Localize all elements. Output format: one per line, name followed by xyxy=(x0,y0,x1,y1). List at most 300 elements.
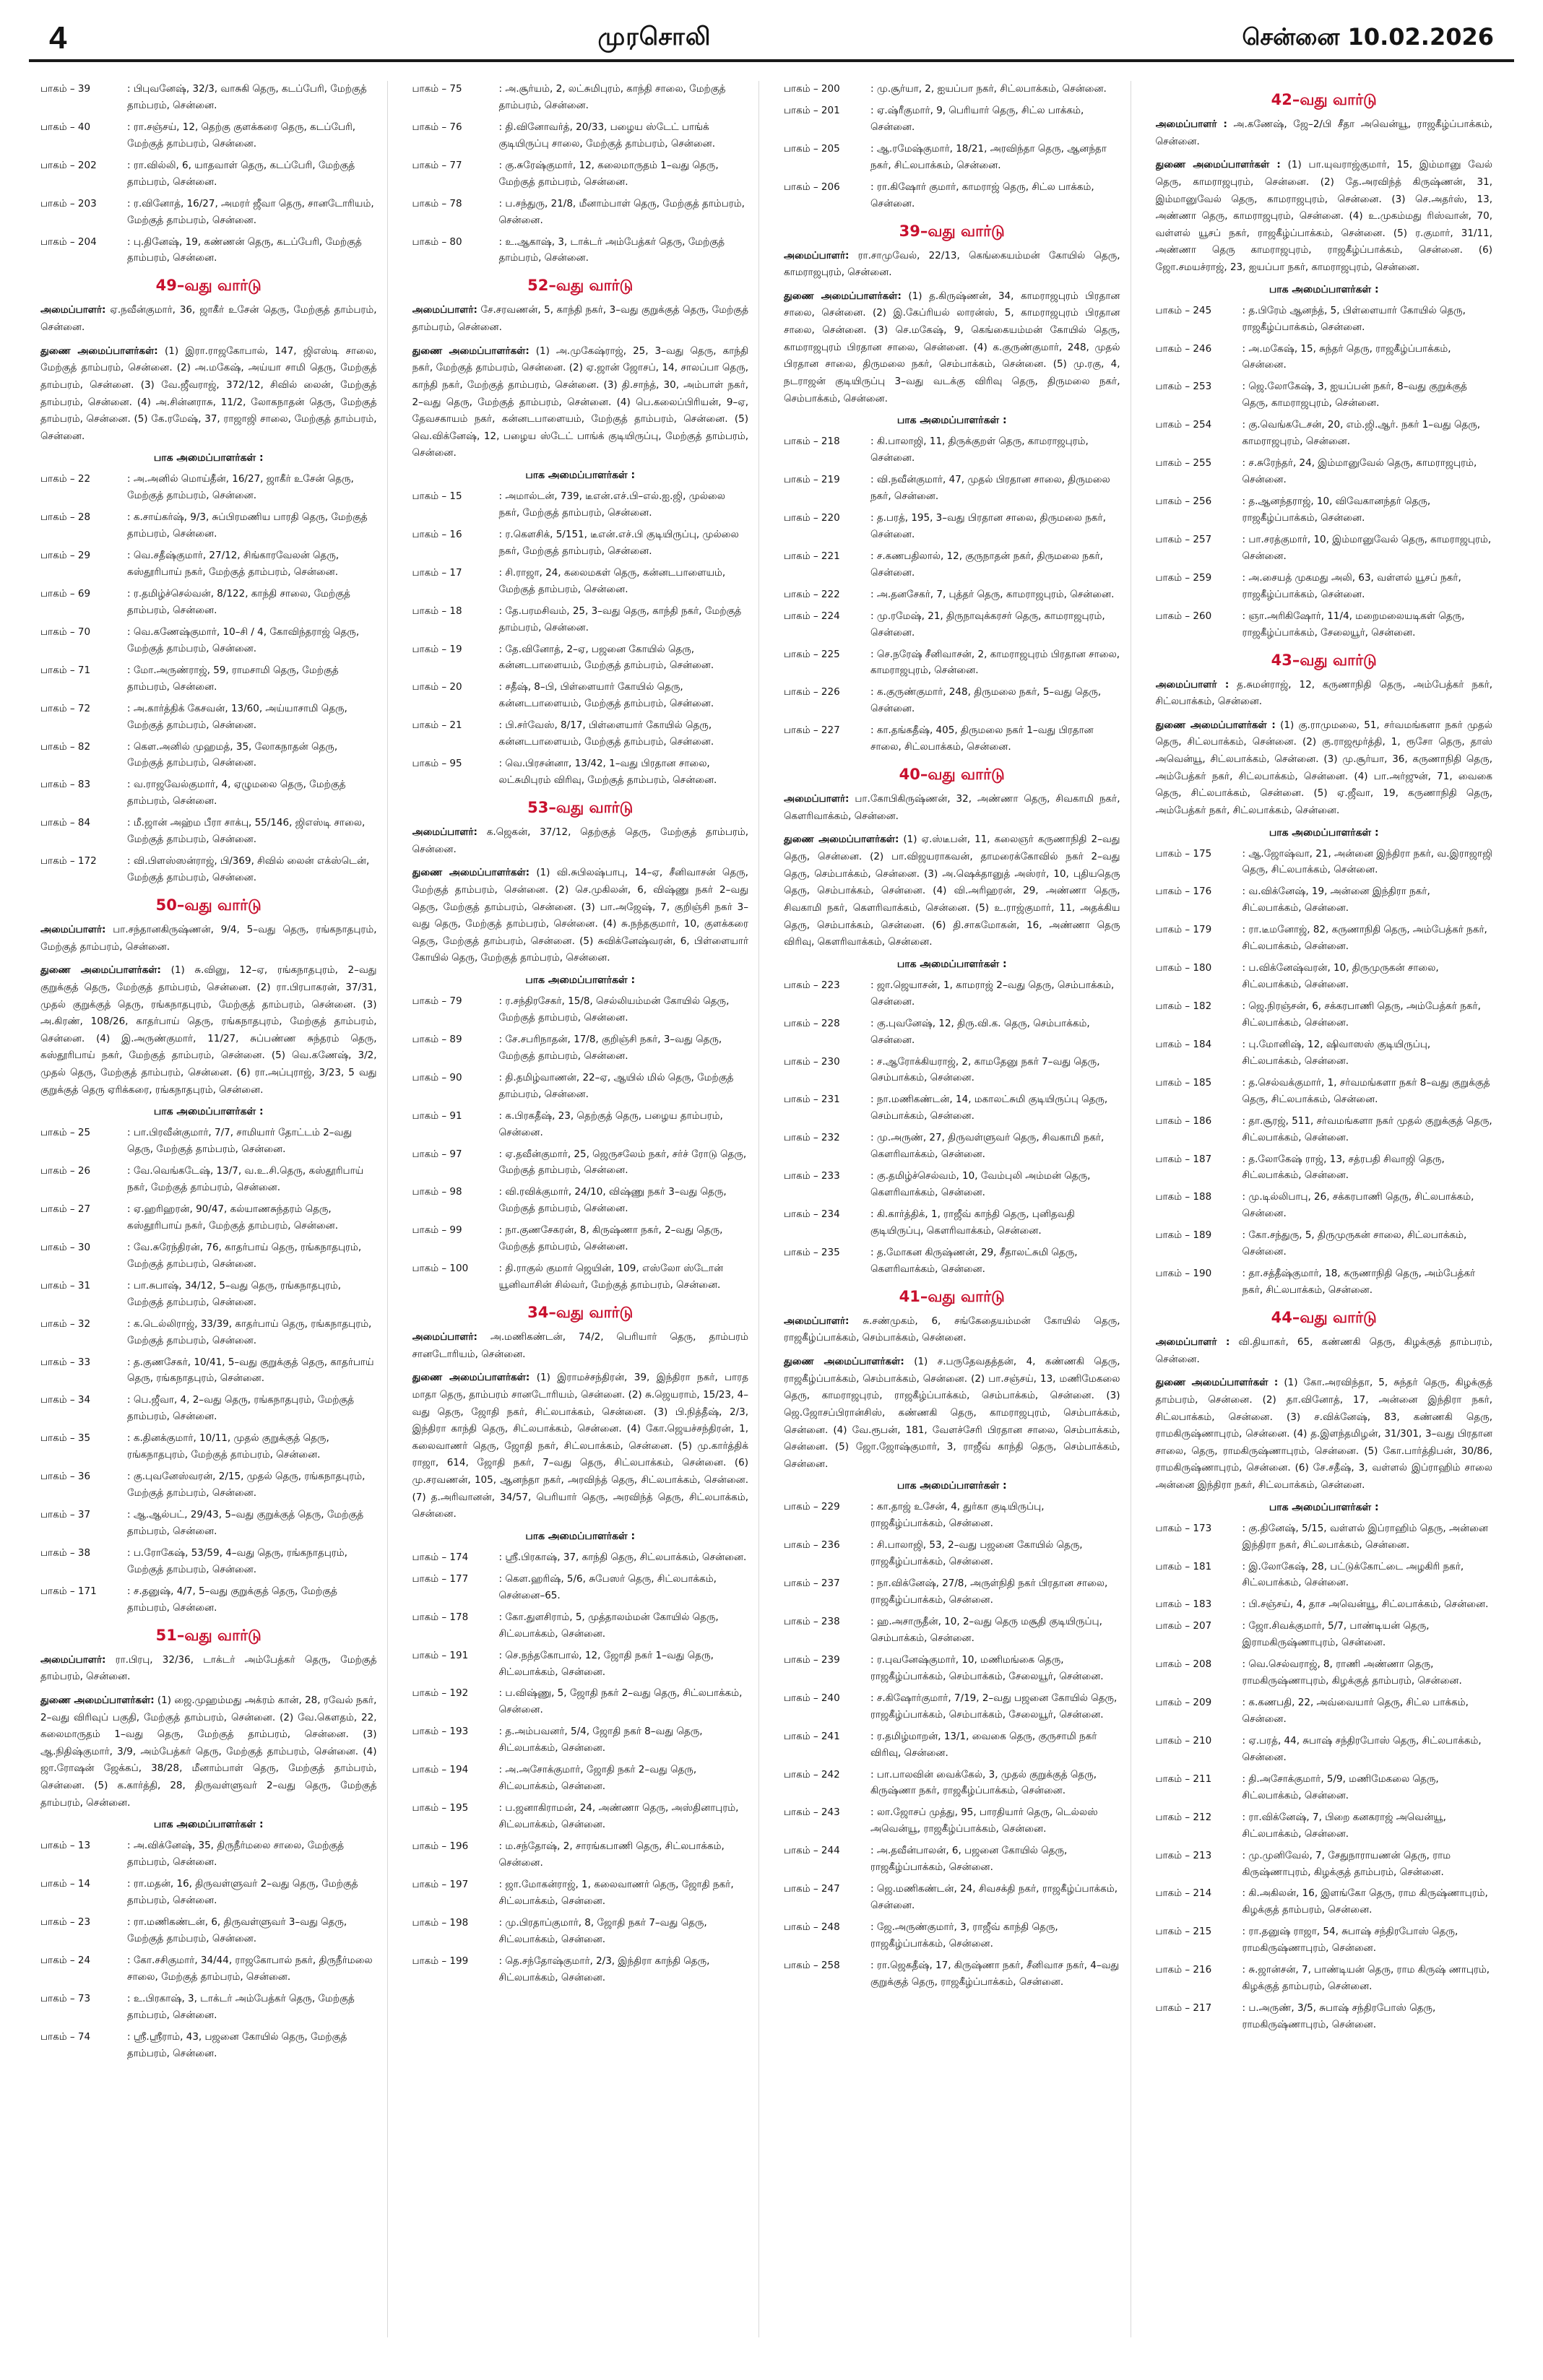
booth-entry xyxy=(412,1953,749,1986)
booth-organiser-details: : அ.கார்த்திக் கேசவன், 13/60, அய்யாசாமி தெரு, மேற்குத் தாம்பரம், சென்னை. xyxy=(127,702,347,731)
booth-entry xyxy=(784,179,1120,212)
booth-organiser-details: : ரா.சஞ்சய், 12, தெற்கு குளக்கரை தெரு, கடப்பேரி, மேற்குத் தாம்பரம், சென்னை. xyxy=(127,121,356,150)
booth-number: பாகம் – 213 xyxy=(1155,1849,1212,1861)
organiser-role-label: அமைப்பாளர்: xyxy=(40,304,106,316)
booth-entry xyxy=(40,1583,377,1617)
booth-number: பாகம் – 203 xyxy=(40,197,97,209)
booth-entry xyxy=(412,1571,749,1604)
booth-entry xyxy=(40,1201,377,1234)
booth-entry xyxy=(784,1499,1120,1532)
booth-number: பாகம் – 199 xyxy=(412,1955,469,1967)
booth-organiser-details: : ர.வினோத், 16/27, அமரர் ஜீவா தெரு, சானடோரியம், மேற்குத் தாம்பரம், சென்னை. xyxy=(127,197,374,226)
booth-entry xyxy=(40,2029,377,2062)
booth-organiser-details: : மு.ரமேஷ், 21, திருநாவுக்கரசர் தெரு, காமராஜபுரம், சென்னை. xyxy=(870,610,1105,639)
organiser-role-label: துணை அமைப்பாளர்கள்: xyxy=(412,1372,530,1384)
booth-organiser-details: : வி.பிளஸ்ஸன்ராஜ், பி/369, சிவில் லைன் எக்ஸ்டென், மேற்குத் தாம்பரம், சென்னை. xyxy=(127,855,370,884)
booth-number: பாகம் – 22 xyxy=(40,473,91,485)
organiser-paragraph xyxy=(412,1369,749,1523)
booth-entry xyxy=(1156,455,1493,488)
booth-entry xyxy=(784,1804,1120,1838)
booth-entry xyxy=(40,1507,377,1540)
booth-organiser-details: : ஞா.அரிகிஷோர், 11/4, மறைமலையடிகள் தெரு, ராஜகீழ்ப்பாக்கம், சேலையூர், சென்னை. xyxy=(1242,610,1465,639)
booth-number: பாகம் – 240 xyxy=(784,1692,840,1704)
booth-number: பாகம் – 176 xyxy=(1155,886,1212,898)
booth-number: பாகம் – 224 xyxy=(784,610,840,622)
booth-organiser-details: : த.லோகேஷ் ராஜ், 13, சத்ரபதி சிவாஜி தெரு, சிட்லபாக்கம், சென்னை. xyxy=(1242,1153,1445,1182)
booth-entry xyxy=(1156,1962,1493,1995)
organiser-role-label: துணை அமைப்பாளர்கள் : xyxy=(1155,1377,1279,1389)
booth-organiser-details: : அ.சையத் முகமது அலி, 63, வள்ளல் யூசப் நகர், ராஜகீழ்ப்பாக்கம், சென்னை. xyxy=(1242,571,1461,600)
booth-number: பாகம் – 31 xyxy=(40,1279,91,1291)
booth-entry xyxy=(784,1614,1120,1647)
organiser-paragraph xyxy=(412,865,749,967)
booth-entry xyxy=(40,1876,377,1909)
booth-organiser-details: : மீ.ஜான் அஹ்ம பீரா சாக்பு, 55/146, ஜிஎஸ்டி சாலை, மேற்குத் தாம்பரம், சென்னை. xyxy=(127,817,366,846)
booth-number: பாகம் – 98 xyxy=(412,1186,462,1198)
booth-organiser-details: : ப.விஷ்ணு, 5, ஜோதி நகர் 2–வது தெரு, சிட்லபாக்கம், சென்னை. xyxy=(498,1687,743,1716)
booth-organiser-details: : வே.வெங்கடேஷ், 13/7, வ.உ.சி.தெரு, கஸ்தூரிபாய் நகர், மேற்குத் தாம்பரம், சென்னை. xyxy=(127,1165,364,1194)
booth-organiser-details: : க.பிரகதீஷ், 23, தெற்குத் தெரு, பழைய தாம்பரம், சென்னை. xyxy=(498,1109,723,1138)
organiser-paragraph xyxy=(412,824,749,858)
booth-entry xyxy=(412,1800,749,1833)
booth-organiser-details: : மு.சூர்யா, 2, ஐயப்பா நகர், சிட்லபாக்கம், சென்னை. xyxy=(870,83,1107,95)
booth-organiser-details: : மு.முனிவேல், 7, சேதுநாராயணன் தெரு, ராம கிருஷ்ணாபுரம், கிழக்குத் தாம்பரம், சென்னை. xyxy=(1242,1849,1451,1878)
booth-entry xyxy=(1156,1848,1493,1881)
booth-entry xyxy=(40,1125,377,1158)
booth-number: பாகம் – 217 xyxy=(1155,2002,1212,2015)
booth-number: பாகம் – 82 xyxy=(40,740,91,753)
booth-organisers-heading: பாக அமைப்பாளர்கள் : xyxy=(896,1480,1007,1492)
booth-organiser-details: : ஜா.மோகன்ராஜ், 1, கலைவாணர் தெரு, ஜோதி நகர், சிட்லபாக்கம், சென்னை. xyxy=(498,1878,734,1907)
booth-organisers-heading: பாக அமைப்பாளர்கள் : xyxy=(1268,283,1379,295)
booth-organiser-details: : ஆ.ஜோஷ்வா, 21, அன்னை இந்திரா நகர், வ.இராஜாஜி தெரு, சிட்லபாக்கம், சென்னை. xyxy=(1242,847,1492,876)
booth-entry xyxy=(784,1245,1120,1278)
booth-organiser-details: : இ.லோகேஷ், 28, பட்டுக்கோட்டை அழகிரி நகர், சிட்லபாக்கம், சென்னை. xyxy=(1242,1560,1464,1589)
booth-entry xyxy=(412,81,749,114)
booth-number: பாகம் – 40 xyxy=(40,121,91,133)
booth-number: பாகம் – 234 xyxy=(784,1208,840,1220)
booth-entry xyxy=(1156,493,1493,527)
booth-organiser-details: : லா.ஜோசப் முத்து, 95, பாரதியார் தெரு, டெல்லஸ் அவென்யூ, ராஜகீழ்ப்பாக்கம், சென்னை. xyxy=(870,1806,1098,1835)
organiser-role-label: துணை அமைப்பாளர்கள்: xyxy=(784,834,899,846)
organiser-details: த.சுமன்ராஜ், 12, கருணாநிதி தெரு, அம்பேத்கர் நகர், சிட்லபாக்கம், சென்னை. xyxy=(1155,678,1492,708)
booth-number: பாகம் – 227 xyxy=(784,724,840,737)
booth-entry xyxy=(412,157,749,191)
booth-entry xyxy=(412,527,749,560)
booth-organiser-details: : செ.நரேஷ் சீனிவாசன், 2, காமராஜபுரம் பிரதான சாலை, காமராஜபுரம், சென்னை. xyxy=(870,648,1120,677)
booth-organiser-details: : ஜோ.சிவக்குமார், 5/7, பாண்டியன் தெரு, இராமகிருஷ்ணாபுரம், சென்னை. xyxy=(1242,1620,1430,1649)
booth-number: பாகம் – 84 xyxy=(40,817,91,829)
booth-organiser-details: : பி.சஞ்சய், 4, தாச அவென்யூ, சிட்லபாக்கம், சென்னை. xyxy=(1242,1598,1489,1611)
booth-entry xyxy=(40,509,377,542)
booth-organiser-details: : பா.பிரவீன்குமார், 7/7, சாமியார் தோட்டம் 2–வது தெரு, மேற்குத் தாம்பரம், சென்னை. xyxy=(127,1127,353,1156)
booth-number: பாகம் – 214 xyxy=(1155,1887,1212,1900)
organiser-details: (1) ஜை.முஹம்மது அக்ரம் கான், 28, ரவேல் நகர், 2–வது விரிவுப் பகுதி, மேற்குத் தாம்பரம், சென்னை. (2) வே.கௌதம், 22, கலைமாருதம் 1–வது தெரு, மேற்குத் தாம்பரம், சென்னை. (3) ஆ.நிதிஷ்குமார், 3/9, அம்பேத்கர் தெரு, மேற்குத் தாம்பரம், சென்னை. (4) ஜா.ரோஷன் ஜேக்கப், 38/28, மீனாம்பாள் தெரு, மேற்குத் தாம்பரம், சென்னை. (5) க.கார்த்தி, 28, திருவள்ளுவர் 2–வது தெரு, மேற்குத் தாம்பரம், சென்னை. xyxy=(40,1694,377,1809)
booth-number: பாகம் – 179 xyxy=(1155,924,1212,936)
booth-entry xyxy=(1156,532,1493,565)
booth-entry xyxy=(412,993,749,1026)
booth-entry xyxy=(40,1278,377,1311)
booth-entry xyxy=(1156,1559,1493,1592)
booth-organiser-details: : பு.தினேஷ், 19, கண்ணன் தெரு, கடப்பேரி, மேற்குத் தாம்பரம், சென்னை. xyxy=(127,235,362,264)
booth-number: பாகம் – 232 xyxy=(784,1132,840,1144)
booth-number: பாகம் – 247 xyxy=(784,1883,840,1895)
organiser-role-label: துணை அமைப்பாளர்கள்: xyxy=(784,1356,904,1367)
booth-entry xyxy=(412,488,749,522)
booth-entry xyxy=(412,1260,749,1294)
booth-organisers-heading: பாக அமைப்பாளர்கள் : xyxy=(525,1530,636,1542)
booth-number: பாகம் – 75 xyxy=(412,83,462,95)
organiser-paragraph xyxy=(784,1354,1120,1473)
booth-number: பாகம் – 185 xyxy=(1155,1076,1212,1089)
booth-entry xyxy=(784,141,1120,174)
organiser-role-label: அமைப்பாளர்: xyxy=(40,1653,106,1666)
booth-number: பாகம் – 193 xyxy=(412,1726,469,1738)
booth-number: பாகம் – 32 xyxy=(40,1317,91,1330)
booth-organiser-details: : கோ.சந்துரு, 5, திருமுருகன் சாலை, சிட்லபாக்கம், சென்னை. xyxy=(1242,1229,1467,1258)
booth-organiser-details: : கோ.துளசிராம், 5, முத்தாலம்மன் கோயில் தெரு, சிட்லபாக்கம், சென்னை. xyxy=(498,1611,719,1640)
ward-heading: 43–வது வார்டு xyxy=(1271,651,1377,669)
booth-organiser-details: : சே.சபரிநாதன், 17/8, குறிஞ்சி நகர், 3–வது தெரு, மேற்குத் தாம்பரம், சென்னை. xyxy=(498,1033,722,1062)
organiser-details: (1) இராமச்சந்திரன், 39, இந்திரா நகர், பாரத மாதா தெரு, தாம்பரம் சானடோரியம், சென்னை. (2) சு.ஜெயராம், 15/23, 4–வது தெரு, ஜோதி நகர், சிட்லபாக்கம், சென்னை. (3) பி.நித்தீஷ், 2/3, இந்திரா காந்தி தெரு, சிட்லபாக்கம், சென்னை. (4) கோ.ஜெயச்சந்திரன், 1, கலைவாணர் தெரு, ஜோதி நகர், சிட்லபாக்கம், சென்னை. (5) மு.கார்த்திக் ராஜா, 614, ஜோதி நகர், 7–வது தெரு, சிட்லபாக்கம், சென்னை. (6) மு.சரவணன், 105, ஆனந்தா நகர், அரவிந்த் தெரு, சிட்லபாக்கம், சென்னை. (7) த.அரிவானன், 34/57, பெரியார் தெரு, அரவிந்த் தெரு, சிட்லபாக்கம், சென்னை. xyxy=(412,1372,748,1520)
booth-entry xyxy=(412,1915,749,1948)
booth-number: பாகம் – 29 xyxy=(40,550,91,562)
booth-number: பாகம் – 182 xyxy=(1155,1000,1212,1012)
organiser-role-label: அமைப்பாளர்: xyxy=(784,249,850,261)
booth-number: பாகம் – 83 xyxy=(40,779,91,791)
booth-number: பாகம் – 189 xyxy=(1155,1229,1212,1242)
booth-entry xyxy=(412,1184,749,1217)
booth-entry xyxy=(784,1881,1120,1914)
booth-organiser-details: : த.மோகன கிருஷ்ணன், 29, சீதாலட்சுமி தெரு, கௌரிவாக்கம், சென்னை. xyxy=(870,1246,1078,1275)
organiser-details: (1) கு.ராமுமலை, 51, சர்வமங்களா நகர் முதல் தெரு, சிட்லபாக்கம், சென்னை. (2) கு.ராஜமூர்த்தி, 1, ரூசோ தெரு, தாஸ் அவென்யூ, சிட்லபாக்கம், சென்னை. (3) மு.சூர்யா, 36, கருணாநிதி தெரு, அம்பேத்கர் நகர், சிட்லபாக்கம், சென்னை. (4) பா.அர்ஜுன், 71, வைகை தெரு, சிட்லபாக்கம், சென்னை. (5) ஏ.ஜீவா, 19, கருணாநிதி தெரு, அம்பேத்கர் நகர், சிட்லபாக்கம், சென்னை. xyxy=(1155,719,1492,816)
organiser-details: ரா.பிரபு, 32/36, டாக்டர் அம்பேத்கர் தெரு, மேற்குத் தாம்பரம், சென்னை. xyxy=(40,1653,377,1683)
booth-organiser-details: : பி.சர்வேஸ், 8/17, பிள்ளையார் கோயில் தெரு, கன்னடபாளையம், மேற்குத் தாம்பரம், சென்னை. xyxy=(498,719,714,748)
booth-organiser-details: : அ.சூர்யம், 2, லட்சுமிபுரம், காந்தி சாலை, மேற்குத் தாம்பரம், சென்னை. xyxy=(498,83,726,111)
booth-organiser-details: : ர.சந்திரசேகர், 15/8, செல்லியம்மன் கோயில் தெரு, மேற்குத் தாம்பரம், சென்னை. xyxy=(498,995,730,1024)
booth-organiser-details: : கு.தமிழ்ச்செல்வம், 10, வேம்புலி அம்மன் தெரு, கௌரிவாக்கம், சென்னை. xyxy=(870,1170,1091,1199)
organiser-paragraph xyxy=(40,962,377,1099)
organiser-paragraph xyxy=(40,343,377,446)
booth-number: பாகம் – 225 xyxy=(784,648,840,660)
booth-organiser-details: : தெ.சந்தோஷ்குமார், 2/3, இந்திரா காந்தி தெரு, சிட்லபாக்கம், சென்னை. xyxy=(498,1955,710,1983)
booth-number: பாகம் – 237 xyxy=(784,1578,840,1590)
organiser-paragraph xyxy=(1156,157,1493,276)
booth-number: பாகம் – 21 xyxy=(412,719,462,732)
booth-number: பாகம் – 34 xyxy=(40,1394,91,1406)
organiser-details: (1) அ.முகேஷ்ராஜ், 25, 3–வது தெரு, காந்தி நகர், மேற்குத் தாம்பரம், சென்னை. (2) ஏ.ஜான் ஜோசப், 14, சாலப்பா தெரு, காந்தி நகர், மேற்குத் தாம்பரம், சென்னை. (3) தி.சாந்த், 30, அம்பாள் நகர், 2–வது தெரு, மேற்குத் தாம்பரம், சென்னை. (4) பெ.கலைப்பிரியன், 9–ஏ, தேவசகாயம் நகர், கன்னடபாளையம், மேற்குத் தாம்பரம், சென்னை. (5) வெ.விக்னேஷ், 12, பழைய ஸ்டேட் பாங்க் குடியிருப்பு, மேற்குத் தாம்பரம், சென்னை. xyxy=(412,345,748,459)
booth-entry xyxy=(784,1767,1120,1800)
booth-entry xyxy=(784,1919,1120,1952)
ward-heading: 41–வது வார்டு xyxy=(899,1287,1005,1305)
booth-number: பாகம் – 245 xyxy=(1155,304,1212,316)
booth-entry xyxy=(1156,1618,1493,1651)
booth-number: பாகம் – 173 xyxy=(1155,1522,1212,1534)
organiser-paragraph xyxy=(784,1313,1120,1347)
booth-organiser-details: : வி.ரவிக்குமார், 24/10, விஷ்ணு நகர் 3–வது தெரு, மேற்குத் தாம்பரம், சென்னை. xyxy=(498,1186,727,1215)
booth-organiser-details: : ஜெ.நிரஞ்சன், 6, சக்கரபாணி தெரு, அம்பேத்கர் நகர், சிட்லபாக்கம், சென்னை. xyxy=(1242,1000,1481,1029)
booth-entry xyxy=(1156,417,1493,450)
booth-entry xyxy=(40,196,377,229)
booth-number: பாகம் – 97 xyxy=(412,1148,462,1160)
organiser-details: ஏ.நவீன்குமார், 36, ஜாகீர் உசேன் தெரு, மேற்குத் தாம்பரம், சென்னை. xyxy=(40,304,377,333)
booth-number: பாகம் – 238 xyxy=(784,1616,840,1627)
booth-organiser-details: : பா.சரத்குமார், 10, இம்மானுவேல் தெரு, காமராஜபுரம், சென்னை. xyxy=(1242,533,1492,562)
booth-organiser-details: : ஏ.ஹரிஹரன், 90/47, கல்யாணசுந்தரம் தெரு, கஸ்தூரிபாய் நகர், மேற்குத் தாம்பரம், சென்னை. xyxy=(127,1203,339,1232)
booth-number: பாகம் – 253 xyxy=(1155,381,1212,393)
booth-number: பாகம் – 194 xyxy=(412,1764,469,1776)
organiser-role-label: அமைப்பாளர்: xyxy=(412,826,477,838)
organiser-role-label: அமைப்பாளர் : xyxy=(1155,1336,1230,1348)
booth-number: பாகம் – 20 xyxy=(412,681,462,693)
booth-entry xyxy=(412,1031,749,1065)
newspaper-name: முரசொலி xyxy=(597,22,712,51)
booth-entry xyxy=(40,157,377,191)
booth-entry xyxy=(412,234,749,267)
booth-number: பாகம் – 90 xyxy=(412,1071,462,1083)
booth-number: பாகம் – 70 xyxy=(40,626,91,638)
booth-organiser-details: : த.பிரேம் ஆனந்த், 5, பிள்ளையார் கோயில் தெரு, ராஜகீழ்ப்பாக்கம், சென்னை. xyxy=(1242,304,1466,333)
booth-organiser-details: : அமால்டன், 739, டீஎன்.எச்.பி–எல்.ஐ.ஜி, முல்லை நகர், மேற்குத் தாம்பரம், சென்னை. xyxy=(498,490,725,519)
booth-organiser-details: : த.ஆனந்தராஜ், 10, விவேகானந்தர் தெரு, ராஜகீழ்ப்பாக்கம், சென்னை. xyxy=(1242,496,1431,524)
booth-number: பாகம் – 95 xyxy=(412,758,462,770)
booth-organiser-details: : தே.பரமசிவம், 25, 3–வது தெரு, காந்தி நகர், மேற்குத் தாம்பரம், சென்னை. xyxy=(498,605,742,633)
booth-number: பாகம் – 24 xyxy=(40,1954,91,1966)
organiser-role-label: துணை அமைப்பாளர்கள் : xyxy=(1155,159,1281,171)
booth-organiser-details: : ரா.மணிகண்டன், 6, திருவள்ளுவர் 3–வது தெரு, மேற்குத் தாம்பரம், சென்னை. xyxy=(127,1916,347,1944)
booth-organiser-details: : த.அம்பவனர், 5/4, ஜோதி நகர் 8–வது தெரு, சிட்லபாக்கம், சென்னை. xyxy=(498,1726,703,1754)
booth-organiser-details: : ஆ.ஆல்பட், 29/43, 5–வது குறுக்குத் தெரு, மேற்குத் தாம்பரம், சென்னை. xyxy=(127,1509,364,1537)
booth-number: பாகம் – 171 xyxy=(40,1585,97,1597)
booth-number: பாகம் – 91 xyxy=(412,1109,462,1122)
booth-number: பாகம் – 178 xyxy=(412,1611,469,1623)
booth-number: பாகம் – 259 xyxy=(1155,571,1212,584)
booth-organisers-heading: பாக அமைப்பாளர்கள் : xyxy=(153,1106,264,1118)
booth-number: பாகம் – 177 xyxy=(412,1572,469,1585)
booth-number: பாகம் – 38 xyxy=(40,1546,91,1559)
booth-entry xyxy=(412,641,749,675)
booth-entry xyxy=(40,1468,377,1502)
booth-organisers-heading: பாக அமைப்பாளர்கள் : xyxy=(896,415,1007,427)
booth-entry xyxy=(40,586,377,619)
booth-number: பாகம் – 239 xyxy=(784,1653,840,1666)
booth-entry xyxy=(784,587,1120,603)
booth-entry xyxy=(784,1091,1120,1125)
organiser-role-label: துணை அமைப்பாளர்கள்: xyxy=(40,964,161,977)
booth-organiser-details: : கு.வெங்கடேசன், 20, எம்.ஜி.ஆர். நகர் 1–வது தெரு, காமராஜபுரம், சென்னை. xyxy=(1242,419,1481,448)
booth-entry xyxy=(784,1690,1120,1723)
column-4 xyxy=(1156,81,1503,2337)
booth-organiser-details: : ஜா.ஜெயாசன், 1, காமராஜ் 2–வது தெரு, செம்பாக்கம், சென்னை. xyxy=(870,979,1115,1008)
booth-entry xyxy=(784,1652,1120,1685)
organiser-details: (1) கோ.அரவிந்தா, 5, சுந்தர் தெரு, கிழக்குத் தாம்பரம், சென்னை. (2) தா.வினோத், 17, அன்னை இந்திரா நகர், சிட்லபாக்கம், சென்னை. (3) ச.விக்னேஷ், 83, கண்ணகி தெரு, ராமகிருஷ்ணாபுரம், சென்னை. (4) த.இளந்தமிழன், 31/301, 3–வது பிரதான சாலை, தெரு, ராமகிருஷ்ணாபுரம், சென்னை. (5) கோ.பார்த்திபன், 30/86, ராமகிருஷ்ணாபுரம், சென்னை. (6) சே.சதீஷ், 3, வள்ளல் இப்ராஹிம் சாலை அன்னை இந்திரா நகர், சிட்லபாக்கம், சென்னை. xyxy=(1155,1377,1492,1491)
booth-organiser-details: : கு.தினேஷ், 5/15, வள்ளல் இப்ராஹிம் தெரு, அன்னை இந்திரா நகர், சிட்லபாக்கம், சென்னை. xyxy=(1242,1522,1488,1551)
booth-number: பாகம் – 180 xyxy=(1155,962,1212,974)
organiser-paragraph xyxy=(784,248,1120,282)
booth-organiser-details: : ச.கிஷோர்குமார், 7/19, 2–வது பஜனை கோயில் தெரு, ராஜகீழ்ப்பாக்கம், செம்பாக்கம், சேலையூர், சென்னை. xyxy=(870,1692,1118,1721)
organiser-details: வி.தியாகர், 65, கண்ணகி தெரு, கிழக்குத் தாம்பரம், சென்னை. xyxy=(1155,1336,1492,1365)
booth-entry xyxy=(784,1957,1120,1991)
booth-organisers-heading: பாக அமைப்பாளர்கள் : xyxy=(1268,826,1379,839)
booth-entry xyxy=(40,471,377,504)
column-1 xyxy=(40,81,388,2337)
organiser-role-label: துணை அமைப்பாளர்கள் : xyxy=(1155,719,1276,731)
booth-organiser-details: : தா.சூரஜ், 511, சர்வமங்களா நகர் முதல் குறுக்குத் தெரு, சிட்லபாக்கம், சென்னை. xyxy=(1242,1115,1492,1143)
booth-organiser-details: : ச.ஆரோக்கியராஜ், 2, காமதேனு நகர் 7–வது தெரு, செம்பாக்கம், சென்னை. xyxy=(870,1055,1100,1084)
organiser-role-label: அமைப்பாளர்: xyxy=(412,304,477,316)
booth-organiser-details: : தி.தமிழ்வாணன், 22–ஏ, ஆயில் மில் தெரு, மேற்குத் தாம்பரம், சென்னை. xyxy=(498,1071,734,1100)
booth-entry xyxy=(1156,883,1493,917)
booth-number: பாகம் – 13 xyxy=(40,1840,91,1852)
booth-entry xyxy=(40,776,377,810)
booth-entry xyxy=(412,717,749,750)
booth-organiser-details: : கி.பாலாஜி, 11, திருக்குறள் தெரு, காமராஜபுரம், சென்னை. xyxy=(870,436,1089,464)
organiser-details: பா.கோபிகிருஷ்ணன், 32, அண்ணா தெரு, சிவகாமி நகர், கௌரிவாக்கம், சென்னை. xyxy=(784,793,1120,822)
booth-entry xyxy=(40,1545,377,1578)
organiser-details: (1) ஏ.ஸ்டீபன், 11, கலைஞர் கருணாநிதி 2–வது தெரு, சென்னை. (2) பா.விஜயராகவன், தாமரைக்கோவில் நகர் 2–வது தெரு, செம்பாக்கம், சென்னை. (3) அ.ஷெக்தானுத் அஸ்ரர், 10, புதியதெரு தெரு, செம்பாக்கம், சென்னை. (4) வி.அரிஹரன், 29, அண்ணா தெரு, சிவகாமி நகர், கௌரிவாக்கம், சென்னை. (5) உ.ராஜ்குமார், 11, அதக்கிய தெரு, செம்பாக்கம், சென்னை. (6) தி.சாகமோகன், 16, அண்ணா தெரு விரிவு, கௌரிவாக்கம், சென்னை. xyxy=(784,834,1120,948)
booth-number: பாகம் – 172 xyxy=(40,855,97,867)
booth-organiser-details: : நா.குணசேகரன், 8, கிருஷ்ணா நகர், 2–வது தெரு, மேற்குத் தாம்பரம், சென்னை. xyxy=(498,1224,723,1253)
column-3 xyxy=(784,81,1131,2337)
booth-organiser-details: : ப.ஜனாகிராமன், 24, அண்ணா தெரு, அஸ்தினாபுரம், சிட்லபாக்கம், சென்னை. xyxy=(498,1802,739,1830)
booth-organiser-details: : கா.தாஜ் உசேன், 4, துர்கா குடியிருப்பு, ராஜகீழ்ப்பாக்கம், சென்னை. xyxy=(870,1501,1045,1530)
booth-organiser-details: : ஏ.தவீன்குமார், 25, ஜெருசலேம் நகர், சர்ச் ரோடு தெரு, மேற்குத் தாம்பரம், சென்னை. xyxy=(498,1148,747,1177)
page-number: 4 xyxy=(49,20,67,56)
booth-entry xyxy=(412,565,749,598)
booth-organiser-details: : வி.நவீன்குமார், 47, முதல் பிரதான சாலை, திருமலை நகர், சென்னை. xyxy=(870,474,1110,502)
booth-entry xyxy=(1156,341,1493,374)
booth-number: பாகம் – 14 xyxy=(40,1878,91,1890)
booth-organiser-details: : அ.தனசேகர், 7, புத்தர் தெரு, காமராஜபுரம், சென்னை. xyxy=(870,588,1115,600)
booth-entry xyxy=(412,1648,749,1681)
organiser-paragraph xyxy=(412,1329,749,1363)
organiser-role-label: அமைப்பாளர் : xyxy=(1155,118,1227,130)
booth-organiser-details: : உ.பிரகாஷ், 3, டாக்டர் அம்பேத்கர் தெரு, மேற்குத் தாம்பரம், சென்னை. xyxy=(127,1992,355,2021)
booth-organiser-details: : ம.சந்தோஷ், 2, சாரங்கபாணி தெரு, சிட்லபாக்கம், சென்னை. xyxy=(498,1840,725,1869)
booth-organiser-details: : பா.சுபாஷ், 34/12, 5–வது தெரு, ரங்கநாதபுரம், மேற்குத் தாம்பரம், சென்னை. xyxy=(127,1279,342,1308)
booth-number: பாகம் – 198 xyxy=(412,1916,469,1929)
booth-entry xyxy=(40,1991,377,2024)
booth-organiser-details: : வெ.செல்வராஜ், 8, ராணி அண்ணா தெரு, ராமகிருஷ்ணாபுரம், கிழக்குத் தாம்பரம், சென்னை. xyxy=(1242,1658,1462,1687)
booth-organisers-heading: பாக அமைப்பாளர்கள் : xyxy=(1268,1501,1379,1513)
article-columns xyxy=(29,62,1514,2337)
booth-organiser-details: : த.பரத், 195, 3–வது பிரதான சாலை, திருமலை நகர், சென்னை. xyxy=(870,511,1106,540)
booth-number: பாகம் – 200 xyxy=(784,83,840,95)
organiser-role-label: துணை அமைப்பாளர்கள்: xyxy=(784,290,902,302)
booth-number: பாகம் – 206 xyxy=(784,181,840,193)
organiser-details: பா.சந்தானகிருஷ்ணன், 9/4, 5–வது தெரு, ரங்கநாதபுரம், மேற்குத் தாம்பரம், சென்னை. xyxy=(40,924,377,953)
organiser-details: ரா.சாமுவேல், 22/13, கெங்கையம்மன் கோயில் தெரு, காமராஜபுரம், சென்னை. xyxy=(784,249,1120,279)
organiser-paragraph xyxy=(1156,677,1493,711)
booth-entry xyxy=(1156,1151,1493,1185)
booth-organiser-details: : ச.தனுஷ், 4/7, 5–வது குறுக்குத் தெரு, மேற்குத் தாம்பரம், சென்னை. xyxy=(127,1585,337,1614)
booth-organiser-details: : த.குணசேகர், 10/41, 5–வது குறுக்குத் தெரு, காதர்பாய் தெரு, ரங்கநாதபுரம், சென்னை. xyxy=(127,1356,374,1385)
booth-organiser-details: : கு.புவனேஷ், 12, திரு.வி.க. தெரு, செம்பாக்கம், சென்னை. xyxy=(870,1017,1090,1046)
booth-entry xyxy=(1156,1885,1493,1918)
booth-entry xyxy=(412,1609,749,1643)
booth-organiser-details: : தி.வினோவர்த், 20/33, பழைய ஸ்டேட் பாங்க் குடியிருப்பு சாலை, மேற்குத் தாம்பரம், சென்னை. xyxy=(498,121,716,150)
booth-number: பாகம் – 28 xyxy=(40,511,91,524)
booth-organiser-details: : ர.புவனேஷ்குமார், 10, மணிமங்கை தெரு, ராஜகீழ்ப்பாக்கம், செம்பாக்கம், சேலையூர், சென்னை. xyxy=(870,1653,1104,1682)
booth-number: பாகம் – 77 xyxy=(412,159,462,171)
booth-entry xyxy=(1156,608,1493,641)
booth-entry xyxy=(412,1685,749,1718)
organiser-role-label: துணை அமைப்பாளர்கள்: xyxy=(412,867,530,879)
booth-number: பாகம் – 184 xyxy=(1155,1038,1212,1050)
booth-organiser-details: : ப.அருண், 3/5, சுபாஷ் சந்திரபோஸ் தெரு, ராமகிருஷ்ணாபுரம், சென்னை. xyxy=(1242,2002,1436,2030)
booth-organisers-heading: பாக அமைப்பாளர்கள் : xyxy=(153,452,264,464)
ward-heading: 53–வது வார்டு xyxy=(527,799,634,816)
booth-entry xyxy=(784,1843,1120,1876)
booth-entry xyxy=(412,1070,749,1103)
booth-number: பாகம் – 72 xyxy=(40,702,91,714)
booth-number: பாகம் – 16 xyxy=(412,528,462,540)
booth-entry xyxy=(784,472,1120,505)
booth-number: பாகம் – 26 xyxy=(40,1165,91,1177)
booth-organiser-details: : ரா.விக்னேஷ், 7, பிறை கனகராஜ் அவென்யூ, சிட்லபாக்கம், சென்னை. xyxy=(1242,1811,1446,1840)
booth-organiser-details: : பிபுவனேஷ், 32/3, வாசுகி தெரு, கடப்பேரி, மேற்குத் தாம்பரம், சென்னை. xyxy=(127,83,367,111)
booth-organiser-details: : கி.கார்த்திக், 1, ராஜீவ் காந்தி தெரு, புனிதவதி குடியிருப்பு, கௌரிவாக்கம், சென்னை. xyxy=(870,1208,1075,1237)
booth-number: பாகம் – 212 xyxy=(1155,1811,1212,1823)
booth-number: பாகம் – 192 xyxy=(412,1687,469,1700)
booth-organiser-details: : ரா.கிஷோர் குமார், காமராஜ் தெரு, சிட்ல பாக்கம், சென்னை. xyxy=(870,181,1094,209)
booth-entry xyxy=(40,815,377,848)
booth-organiser-details: : ப.ரோகேஷ், 53/59, 4–வது தெரு, ரங்கநாதபுரம், மேற்குத் தாம்பரம், சென்னை. xyxy=(127,1546,347,1575)
booth-number: பாகம் – 39 xyxy=(40,83,91,95)
booth-organiser-details: : செ.நந்தகோபால், 12, ஜோதி நகர் 1–வது தெரு, சிட்லபாக்கம், சென்னை. xyxy=(498,1649,714,1678)
booth-entry xyxy=(784,1130,1120,1163)
booth-number: பாகம் – 241 xyxy=(784,1730,840,1742)
booth-entry xyxy=(1156,1733,1493,1766)
booth-entry xyxy=(412,603,749,636)
booth-organiser-details: : வே.சுரேந்திரன், 76, காதர்பாய் தெரு, ரங்கநாதபுரம், மேற்குத் தாம்பரம், சென்னை. xyxy=(127,1241,362,1270)
booth-organiser-details: : ரா.வில்லி, 6, யாதவாள் தெரு, கடப்பேரி, மேற்குத் தாம்பரம், சென்னை. xyxy=(127,159,355,188)
booth-entry xyxy=(784,684,1120,717)
booth-organiser-details: : கி.அகிலன், 16, இளங்கோ தெரு, ராம கிருஷ்ணாபுரம், கிழக்குத் தாம்பரம், சென்னை. xyxy=(1242,1887,1488,1916)
booth-organiser-details: : அ.அனில் மொய்தீன், 16/27, ஜாகீர் உசேன் தெரு, மேற்குத் தாம்பரம், சென்னை. xyxy=(127,473,354,502)
booth-entry xyxy=(40,234,377,267)
booth-number: பாகம் – 196 xyxy=(412,1840,469,1852)
booth-number: பாகம் – 174 xyxy=(412,1551,469,1563)
booth-entry xyxy=(1156,2000,1493,2033)
column-2 xyxy=(412,81,760,2337)
booth-organiser-details: : வெ.பிரசன்னா, 13/42, 1–வது பிரதான சாலை, லட்சுமிபுரம் விரிவு, மேற்குத் தாம்பரம், சென்னை. xyxy=(498,758,717,787)
booth-entry xyxy=(412,1222,749,1255)
booth-number: பாகம் – 207 xyxy=(1155,1620,1212,1632)
booth-organiser-details: : ரா.மதன், 16, திருவள்ளுவர் 2–வது தெரு, மேற்குத் தாம்பரம், சென்னை. xyxy=(127,1878,358,1907)
booth-organisers-heading: பாக அமைப்பாளர்கள் : xyxy=(525,469,636,481)
booth-entry xyxy=(1156,1113,1493,1146)
masthead-date: சென்னை 10.02.2026 xyxy=(1242,23,1494,51)
booth-organiser-details: : உ.ஆகாஷ், 3, டாக்டர் அம்பேத்கர் தெரு, மேற்குத் தாம்பரம், சென்னை. xyxy=(498,235,725,264)
ward-heading: 44–வது வார்டு xyxy=(1271,1309,1377,1326)
booth-entry xyxy=(1156,378,1493,412)
booth-organiser-details: : ஹ.அசாருதீன், 10, 2–வது தெரு மசூதி குடியிருப்பு, செம்பாக்கம், சென்னை. xyxy=(870,1616,1102,1644)
booth-entry xyxy=(412,1877,749,1910)
booth-entry xyxy=(40,1239,377,1273)
booth-entry xyxy=(40,119,377,152)
organiser-details: (1) த.கிருஷ்ணன், 34, காமராஜபுரம் பிரதான சாலை, சென்னை. (2) இ.கேப்ரியல் லாரன்ஸ், 5, காமராஜபுரம் பிரதான சாலை, சென்னை. (3) செ.மகேஷ், 9, கெங்கையம்மன் கோயில் தெரு, காமராஜபுரம் பிரதான சாலை, சென்னை. (4) க.குருண்குமார், 248, முதல் பிரதான சாலை, திருமலை நகர், செம்பாக்கம், சென்னை. (5) மு.ரகு, 4, நடராஜன் குடியிருப்பு 3–வது வடக்கு விரிவு தெரு, திருமலை நகர், செம்பாக்கம், சென்னை. xyxy=(784,290,1120,404)
organiser-details: அ.கணேஷ், ஜே–2/பி சீதா அவென்யூ, ராஜகீழ்ப்பாக்கம், சென்னை. xyxy=(1155,118,1492,147)
booth-number: பாகம் – 195 xyxy=(412,1802,469,1814)
organiser-details: அ.மணிகண்டன், 74/2, பெரியார் தெரு, தாம்பரம் சானடோரியம், சென்னை. xyxy=(412,1331,748,1360)
booth-number: பாகம் – 226 xyxy=(784,686,840,698)
organiser-paragraph xyxy=(40,1652,377,1686)
organiser-paragraph xyxy=(1156,717,1493,820)
booth-number: பாகம் – 30 xyxy=(40,1241,91,1253)
booth-entry xyxy=(1156,960,1493,993)
organiser-paragraph xyxy=(412,343,749,462)
